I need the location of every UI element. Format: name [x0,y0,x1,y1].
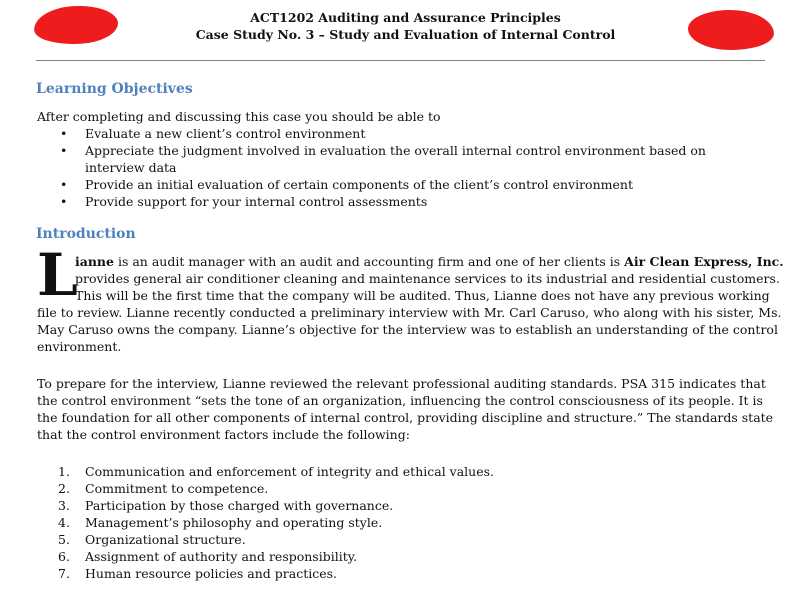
course-title: ACT1202 Auditing and Assurance Principles [250,10,561,25]
list-text: Management’s philosophy and operating style. [85,515,383,530]
header-divider [36,60,765,61]
list-text: Communication and enforcement of integrity and ethical values. [85,464,495,479]
list-number: 2. [58,481,70,496]
list-item: • Provide support for your internal control assessments [0,193,725,210]
objectives-list [0,125,725,210]
paragraph-2-line-3: the foundation for all other components of internal control, providing discipline and structure.” The standards state [37,410,774,425]
paragraph-2-line-1: To prepare for the interview, Lianne reviewed the relevant professional auditing standards. PSA 315 indicates that [37,376,766,391]
company-name: Air Clean Express, Inc. [624,254,784,269]
list-item [0,463,725,480]
control-factors-list [0,463,725,582]
list-number: 3. [58,498,70,513]
list-item [0,548,725,565]
intro-line-1 [75,253,784,270]
intro-line-6: environment. [37,339,122,354]
intro-line-4: file to review. Lianne recently conducted a preliminary interview with Mr. Carl Caruso, who along with his sister, Ms. [37,305,782,320]
list-number: 4. [58,515,70,530]
intro-line-2: provides general air conditioner cleaning and maintenance services to its industrial and residential customers. [75,271,780,286]
objectives-intro: After completing and discussing this case you should be able to [37,109,441,124]
introduction-heading: Introduction [36,226,136,242]
list-item [0,497,725,514]
list-item [0,531,725,548]
list-item [0,565,725,582]
list-item: • Appreciate the judgment involved in evaluation the overall internal control environment based on interview data [0,142,725,176]
list-text: Participation by those charged with governance. [85,498,394,513]
intro-line-5: May Caruso owns the company. Lianne’s objective for the interview was to establish an understanding of the control [37,322,778,337]
list-number: 7. [58,566,70,581]
person-name: ianne [75,254,114,269]
case-title: Case Study No. 3 – Study and Evaluation of Internal Control [195,27,616,42]
list-item [0,514,725,531]
list-item [0,480,725,497]
list-text: Commitment to competence. [85,481,269,496]
list-number: 6. [58,549,70,564]
list-item: • Evaluate a new client’s control environment [0,125,725,142]
list-text: Organizational structure. [85,532,246,547]
learning-objectives-heading: Learning Objectives [36,81,193,97]
list-item: • Provide an initial evaluation of certain components of the client’s control environment [0,176,725,193]
list-number: 1. [58,464,70,479]
paragraph-2-line-2: the control environment “sets the tone of an organization, influencing the control consciousness of its people. It is [37,393,763,408]
paragraph-2-line-4: that the control environment factors include the following: [37,427,410,442]
list-number: 5. [58,532,70,547]
list-text: Assignment of authority and responsibility. [85,549,358,564]
intro-line-1-text: is an audit manager with an audit and accounting firm and one of her clients is [113,254,625,269]
drop-cap: L [37,241,78,309]
intro-line-3: This will be the first time that the company will be audited. Thus, Lianne does not have any previous working [75,288,770,303]
list-text: Human resource policies and practices. [85,566,338,581]
